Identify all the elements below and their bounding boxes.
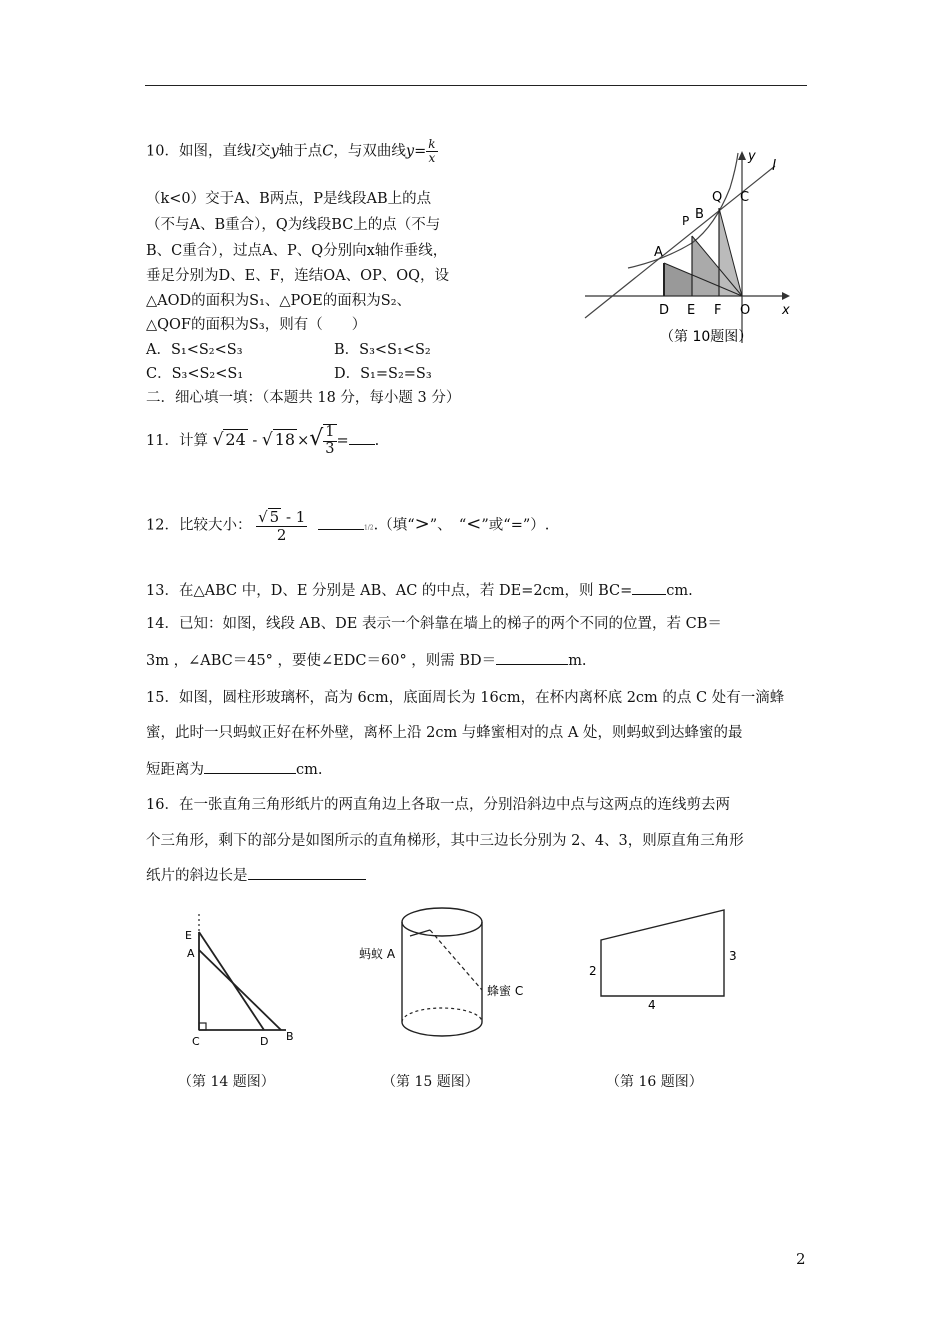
cup-top <box>402 908 482 936</box>
q10-line5: 垂足分别为D、E、F，连结OA、OP、OQ，设 <box>146 268 450 284</box>
label-d: D <box>659 303 670 318</box>
header-rule <box>145 85 807 86</box>
cup-bottom-back <box>402 1008 482 1022</box>
side-3-label: 3 <box>729 949 737 963</box>
q16-line2: 个三角形，剩下的部分是如图所示的直角梯形，其中三边长分别为 2、4、3，则原直角三角形 <box>146 833 744 849</box>
page-number: 2 <box>796 1250 806 1268</box>
q10-line6: △AOD的面积为S₁、△POE的面积为S₂、 <box>146 293 412 309</box>
q10-option-d: D．S₁=S₂=S₃ <box>334 366 432 382</box>
q16-line3: 纸片的斜边长是 <box>146 864 366 885</box>
q10-line3: （不与A、B重合），Q为线段BC上的点（不与 <box>146 217 441 233</box>
section-2-heading: 二．细心填一填：（本题共 18 分，每小题 3 分） <box>146 390 461 406</box>
q12: 12．比较大小： $\frac{√ 5 - 1}{2}$ 1/2.（填“>”、 “<”或“=”）. <box>146 508 550 544</box>
label-e: E <box>687 303 696 318</box>
q11: 11．计算 √ 24 - √ 18 ×√ $\frac{1}{3}$ = . <box>146 424 380 457</box>
label-b: B <box>286 1030 294 1043</box>
label-l: l <box>772 158 776 174</box>
figure-14-caption: （第 14 题图） <box>178 1074 275 1090</box>
label-honey-c: 蜂蜜 C <box>487 984 524 998</box>
side-4-label: 4 <box>648 998 656 1012</box>
q15-line3: 短距离为 cm. <box>146 762 323 778</box>
q16-line1: 16．在一张直角三角形纸片的两直角边上各取一点，分别沿斜边中点与这两点的连线剪去两 <box>146 797 730 813</box>
q15-line2: 蜜，此时一只蚂蚁正好在杯外壁，离杯上沿 2cm 与蜂蜜相对的点 A 处，则蚂蚁到达蜂蜜的最 <box>146 725 743 741</box>
right-angle-mark <box>199 1023 206 1030</box>
label-e: E <box>185 929 192 942</box>
q15-line1: 15．如图，圆柱形玻璃杯，高为 6cm，底面周长为 16cm，在杯内离杯底 2cm 的点 C 处有一滴蜂 <box>146 690 785 706</box>
label-x: x <box>782 303 790 318</box>
label-y: y <box>748 149 756 164</box>
figure-14 <box>178 912 308 1052</box>
q10-option-a: A．S₁<S₂<S₃ <box>146 342 243 358</box>
right-trapezoid <box>601 910 724 996</box>
label-ant-a: 蚂蚁 A <box>359 947 396 961</box>
figure-10-caption: （第 10题图） <box>660 329 753 345</box>
q14-line2: 3m ，∠ABC＝45° ，要使∠EDC＝60° ，则需 BD＝ m. <box>146 653 587 669</box>
q10-line7: △QOF的面积为S₃，则有（ ） <box>146 317 367 333</box>
q13: 13．在△ABC 中，D、E 分别是 AB、AC 的中点，若 DE=2cm，则 BC= cm. <box>146 583 693 599</box>
label-c: C <box>740 190 750 205</box>
label-p: P <box>682 214 690 228</box>
side-2-label: 2 <box>589 964 597 978</box>
q10-line2: （k<0）交于A、B两点，P是线段AB上的点 <box>146 191 432 207</box>
label-q: Q <box>712 190 723 205</box>
label-c: C <box>192 1035 200 1048</box>
q10-option-c: C．S₃<S₂<S₁ <box>146 366 244 382</box>
figure-16-caption: （第 16 题图） <box>606 1074 703 1090</box>
label-f: F <box>714 303 722 318</box>
cup-bottom-front <box>402 1022 482 1036</box>
q10-option-b: B．S₃<S₁<S₂ <box>334 342 431 358</box>
q14-line1: 14．已知：如图，线段 AB、DE 表示一个斜靠在墙上的梯子的两个不同的位置，若 CB＝ <box>146 616 722 632</box>
figure-15-caption: （第 15 题图） <box>382 1074 479 1090</box>
q10-line4: B、C重合），过点A、P、Q分别向x轴作垂线， <box>146 243 448 259</box>
x-axis-arrow <box>782 292 790 300</box>
label-a: A <box>654 245 663 260</box>
figure-15 <box>356 900 536 1045</box>
ladder-ab <box>199 950 281 1030</box>
path-to-honey <box>430 930 482 990</box>
label-o: O <box>740 303 751 318</box>
label-d: D <box>260 1035 269 1048</box>
figure-10 <box>580 148 800 348</box>
label-b: B <box>695 207 704 222</box>
y-axis-arrow <box>738 151 746 160</box>
figure-16 <box>580 900 750 1020</box>
label-a: A <box>187 947 195 960</box>
q10-stem: 10．如图，直线l交y轴于点C，与双曲线y= $\frac{k}{x}$ <box>146 137 436 166</box>
